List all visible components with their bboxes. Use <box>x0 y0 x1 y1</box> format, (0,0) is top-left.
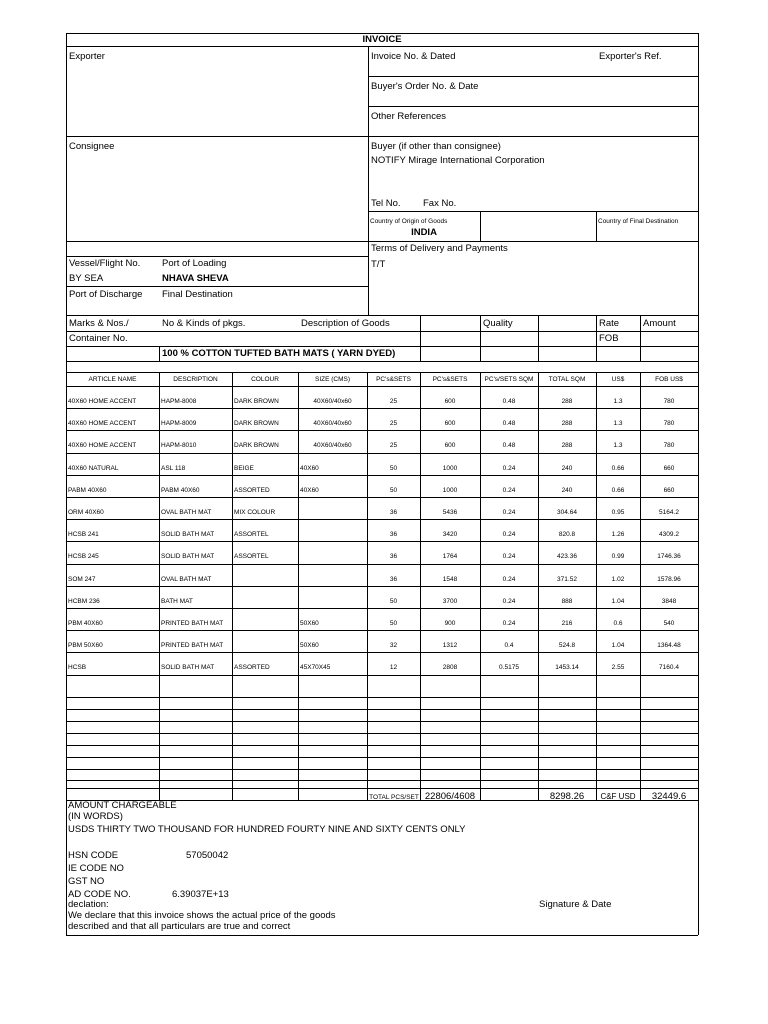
table-cell: 0.24 <box>502 509 516 516</box>
table-cell: 4309.2 <box>659 531 679 538</box>
rule <box>66 286 368 287</box>
row-rule <box>66 564 698 565</box>
row-rule <box>66 630 698 631</box>
column-header: ARTICLE NAME <box>88 376 137 383</box>
container-label: Container No. <box>69 333 128 344</box>
table-cell: 1.02 <box>611 576 625 583</box>
table-cell: 45X70X45 <box>300 664 331 671</box>
table-cell: DARK BROWN <box>234 420 279 427</box>
vessel-value: BY SEA <box>69 273 104 284</box>
table-cell: 2808 <box>442 664 458 671</box>
row-rule <box>66 453 698 454</box>
table-cell: SOLID BATH MAT <box>161 553 215 560</box>
origin-value: INDIA <box>411 227 437 238</box>
table-cell: 1.04 <box>611 642 625 649</box>
table-cell: 0.24 <box>502 620 516 627</box>
column-header: PC's&SETS <box>432 376 468 383</box>
total-sqm: 8298.26 <box>549 791 585 802</box>
table-cell: 0.5175 <box>499 664 519 671</box>
table-cell: ASSORTEL <box>234 531 269 538</box>
terms-value: T/T <box>371 259 386 270</box>
table-cell: 1.04 <box>611 598 625 605</box>
rule <box>368 211 698 212</box>
table-cell: 36 <box>389 576 398 583</box>
table-cell: 0.48 <box>502 442 516 449</box>
table-cell: 5436 <box>442 509 458 516</box>
ie-code-label: IE CODE NO <box>68 863 124 874</box>
fax-label: Fax No. <box>423 198 457 209</box>
table-cell: 2.55 <box>611 664 625 671</box>
column-header: TOTAL SQM <box>548 376 586 383</box>
table-cell: 0.24 <box>502 531 516 538</box>
table-cell: 1312 <box>442 642 458 649</box>
rule <box>596 315 597 361</box>
table-cell: 1.26 <box>611 531 625 538</box>
table-cell: 0.99 <box>611 553 625 560</box>
table-cell: 1.3 <box>613 398 623 405</box>
fob-label: FOB <box>599 333 619 344</box>
table-cell: 40X60 <box>300 487 319 494</box>
row-rule <box>66 745 698 746</box>
table-cell: HAPM-8009 <box>161 420 197 427</box>
table-cell: 240 <box>561 465 573 472</box>
table-cell: 50 <box>389 487 398 494</box>
gst-no-label: GST NO <box>68 876 105 887</box>
column-rule <box>596 788 597 800</box>
table-cell: 820.8 <box>558 531 576 538</box>
exporters-ref-label: Exporter's Ref. <box>599 51 662 62</box>
declaration-line-1: We declare that this invoice shows the actual price of the goods <box>68 910 336 921</box>
table-cell: 40X60/40x60 <box>313 442 352 449</box>
rule <box>66 331 698 332</box>
rule <box>368 106 698 107</box>
table-cell: 0.24 <box>502 465 516 472</box>
rate-label: Rate <box>599 318 620 329</box>
port-of-discharge-label: Port of Discharge <box>69 289 143 300</box>
table-cell: 900 <box>444 620 456 627</box>
table-cell: 40X60 HOME ACCENT <box>68 442 137 449</box>
table-cell: 3700 <box>442 598 458 605</box>
consignee-label: Consignee <box>69 141 115 152</box>
table-cell: 660 <box>663 465 675 472</box>
table-cell: OVAL BATH MAT <box>161 576 212 583</box>
table-cell: 36 <box>389 509 398 516</box>
table-cell: 288 <box>561 398 573 405</box>
table-cell: HAPM-8010 <box>161 442 197 449</box>
table-cell: 600 <box>444 398 456 405</box>
rule <box>538 315 539 361</box>
amount-in-words: USDS THIRTY TWO THOUSAND FOR HUNDRED FOURTY NINE AND SIXTY CENTS ONLY <box>68 824 466 835</box>
row-rule <box>66 652 698 653</box>
column-header: SIZE (CMS) <box>314 376 351 383</box>
row-rule <box>66 475 698 476</box>
table-cell: ASSORTED <box>234 664 270 671</box>
frame-right <box>698 33 699 935</box>
rule <box>66 256 368 257</box>
table-cell: 0.24 <box>502 487 516 494</box>
column-header: PC's&SETS <box>376 376 411 383</box>
table-cell: PBM 40X60 <box>68 620 103 627</box>
row-rule <box>66 788 698 789</box>
invoice-no-label: Invoice No. & Dated <box>371 51 456 62</box>
total-pcs-sets: 22806/4608 <box>424 791 476 802</box>
rule <box>66 361 698 362</box>
column-rule <box>640 788 641 800</box>
row-rule <box>66 586 698 587</box>
table-cell: DARK BROWN <box>234 398 279 405</box>
table-cell: 0.66 <box>611 487 625 494</box>
table-cell: 12 <box>389 664 398 671</box>
table-cell: 780 <box>663 398 675 405</box>
final-destination-country-label: Country of Final Destination <box>598 218 679 225</box>
ad-code-value: 6.39037E+13 <box>172 889 229 900</box>
row-rule <box>66 608 698 609</box>
table-cell: OVAL BATH MAT <box>161 509 212 516</box>
signature-label: Signature & Date <box>539 899 612 910</box>
table-cell: 888 <box>561 598 573 605</box>
table-cell: 1746.36 <box>657 553 681 560</box>
table-cell: 1000 <box>442 487 458 494</box>
table-cell: 524.8 <box>558 642 576 649</box>
table-cell: 423.36 <box>557 553 577 560</box>
table-cell: PBM 50X60 <box>68 642 103 649</box>
table-cell: 1764 <box>442 553 458 560</box>
row-rule <box>66 408 698 409</box>
table-cell: BEIGE <box>234 465 254 472</box>
table-cell: 1548 <box>442 576 458 583</box>
table-cell: 7160.4 <box>659 664 679 671</box>
table-cell: SOLID BATH MAT <box>161 531 215 538</box>
frame-bottom <box>66 935 698 936</box>
rule <box>640 315 641 361</box>
table-cell: 40X60/40x60 <box>313 398 352 405</box>
table-cell: 50 <box>389 598 398 605</box>
rule <box>66 346 698 347</box>
row-rule <box>66 709 698 710</box>
column-header: DESCRIPTION <box>173 376 218 383</box>
row-rule <box>66 780 698 781</box>
port-of-loading-label: Port of Loading <box>162 258 227 269</box>
table-cell: 0.6 <box>613 620 623 627</box>
table-cell: 1.3 <box>613 442 623 449</box>
table-cell: 50X60 <box>300 642 319 649</box>
total-amount: 32449.6 <box>651 791 687 802</box>
hsn-code-label: HSN CODE <box>68 850 119 861</box>
tel-label: Tel No. <box>371 198 401 209</box>
table-cell: 288 <box>561 420 573 427</box>
column-header: FOB US$ <box>655 376 683 383</box>
table-cell: 0.24 <box>502 553 516 560</box>
table-cell: 50X60 <box>300 620 319 627</box>
row-rule <box>66 675 698 676</box>
total-currency: C&F USD <box>600 792 636 801</box>
table-cell: HAPM-8008 <box>161 398 197 405</box>
table-cell: 0.24 <box>502 576 516 583</box>
rule <box>596 211 597 241</box>
table-cell: 240 <box>561 487 573 494</box>
row-rule <box>66 757 698 758</box>
table-cell: 3420 <box>442 531 458 538</box>
rule <box>480 315 481 361</box>
table-cell: 40X60 <box>300 465 319 472</box>
invoice-title: INVOICE <box>362 34 402 45</box>
table-cell: 0.48 <box>502 420 516 427</box>
column-header: US$ <box>611 376 625 383</box>
table-cell: 25 <box>389 442 398 449</box>
row-rule <box>66 497 698 498</box>
rule <box>368 76 698 77</box>
table-cell: 25 <box>389 398 398 405</box>
row-rule <box>66 697 698 698</box>
quality-label: Quality <box>483 318 513 329</box>
table-cell: 600 <box>444 442 456 449</box>
row-rule <box>66 519 698 520</box>
exporter-label: Exporter <box>69 51 105 62</box>
table-cell: 50 <box>389 620 398 627</box>
column-rule <box>538 788 539 800</box>
rule <box>480 211 481 241</box>
buyer-label: Buyer (if other than consignee) <box>371 141 501 152</box>
table-cell: SOLID BATH MAT <box>161 664 215 671</box>
buyers-order-label: Buyer's Order No. & Date <box>371 81 479 92</box>
table-cell: 40X60/40x60 <box>313 420 352 427</box>
table-cell: PABM 40X60 <box>161 487 200 494</box>
table-cell: HCSB <box>68 664 87 671</box>
column-header: PC's/SETS SQM <box>484 376 534 383</box>
table-cell: 0.95 <box>611 509 625 516</box>
total-label: TOTAL PCS/SET <box>369 794 419 801</box>
table-cell: 304.64 <box>557 509 577 516</box>
table-cell: 216 <box>561 620 573 627</box>
ad-code-label: AD CODE NO. <box>68 889 131 900</box>
table-cell: 1453.14 <box>555 664 579 671</box>
table-cell: HCSB 245 <box>68 553 99 560</box>
row-rule <box>66 769 698 770</box>
table-cell: 660 <box>663 487 675 494</box>
description-label: Description of Goods <box>301 318 390 329</box>
table-cell: HCSB 241 <box>68 531 99 538</box>
table-cell: ASL 118 <box>161 465 186 472</box>
table-cell: 0.66 <box>611 465 625 472</box>
table-cell: 40X60 NATURAL <box>68 465 119 472</box>
column-rule <box>420 788 421 800</box>
row-rule <box>66 733 698 734</box>
amount-label: Amount <box>643 318 676 329</box>
table-cell: MIX COLOUR <box>234 509 276 516</box>
rule <box>159 346 160 361</box>
table-cell: 0.4 <box>504 642 514 649</box>
declaration-line-2: described and that all particulars are true and correct <box>68 921 291 932</box>
amount-chargeable-label: AMOUNT CHARGEABLE <box>68 800 177 811</box>
table-cell: SOM 247 <box>68 576 96 583</box>
table-cell: ORM 40X60 <box>68 509 104 516</box>
table-cell: 1000 <box>442 465 458 472</box>
table-cell: 600 <box>444 420 456 427</box>
table-cell: PRINTED BATH MAT <box>161 620 224 627</box>
rule <box>66 315 698 316</box>
table-cell: 40X60 HOME ACCENT <box>68 398 137 405</box>
table-cell: 540 <box>663 620 675 627</box>
declaration-label: declation: <box>68 899 109 910</box>
other-references-label: Other References <box>371 111 446 122</box>
final-destination-label: Final Destination <box>162 289 233 300</box>
table-cell: 780 <box>663 442 675 449</box>
rule <box>66 136 698 137</box>
table-cell: DARK BROWN <box>234 442 279 449</box>
table-cell: 288 <box>561 442 573 449</box>
table-cell: 40X60 HOME ACCENT <box>68 420 137 427</box>
table-cell: ASSORTEL <box>234 553 269 560</box>
product-title: 100 % COTTON TUFTED BATH MATS ( YARN DYED) <box>162 348 396 359</box>
title-underline <box>66 46 698 47</box>
vessel-label: Vessel/Flight No. <box>69 258 141 269</box>
table-cell: 5164.2 <box>659 509 679 516</box>
table-cell: 50 <box>389 465 398 472</box>
packages-label: No & Kinds of pkgs. <box>162 318 246 329</box>
table-cell: 1578.96 <box>657 576 681 583</box>
table-cell: 0.24 <box>502 598 516 605</box>
rule <box>368 46 369 315</box>
port-of-loading-value: NHAVA SHEVA <box>162 273 229 284</box>
rule <box>66 372 698 373</box>
table-cell: ASSORTED <box>234 487 270 494</box>
table-cell: 25 <box>389 420 398 427</box>
rule <box>66 386 698 387</box>
table-cell: PABM 40X60 <box>68 487 107 494</box>
table-cell: 0.48 <box>502 398 516 405</box>
table-cell: BATH MAT <box>161 598 193 605</box>
origin-label: Country of Origin of Goods <box>370 218 448 225</box>
row-rule <box>66 721 698 722</box>
in-words-label: (IN WORDS) <box>68 811 123 822</box>
row-rule <box>66 541 698 542</box>
table-cell: 3848 <box>661 598 677 605</box>
row-rule <box>66 430 698 431</box>
hsn-code-value: 57050042 <box>186 850 229 861</box>
notify-text: NOTIFY Mirage International Corporation <box>371 155 545 166</box>
marks-label: Marks & Nos./ <box>69 318 129 329</box>
rule <box>66 241 698 242</box>
table-cell: HCBM 236 <box>68 598 100 605</box>
terms-label: Terms of Delivery and Payments <box>371 243 508 254</box>
table-cell: 36 <box>389 553 398 560</box>
table-cell: 32 <box>389 642 398 649</box>
rule <box>420 315 421 361</box>
table-cell: 1.3 <box>613 420 623 427</box>
table-cell: 371.52 <box>557 576 577 583</box>
column-header: COLOUR <box>251 376 279 383</box>
table-cell: PRINTED BATH MAT <box>161 642 224 649</box>
table-cell: 1364.48 <box>657 642 681 649</box>
table-cell: 36 <box>389 531 398 538</box>
table-cell: 780 <box>663 420 675 427</box>
